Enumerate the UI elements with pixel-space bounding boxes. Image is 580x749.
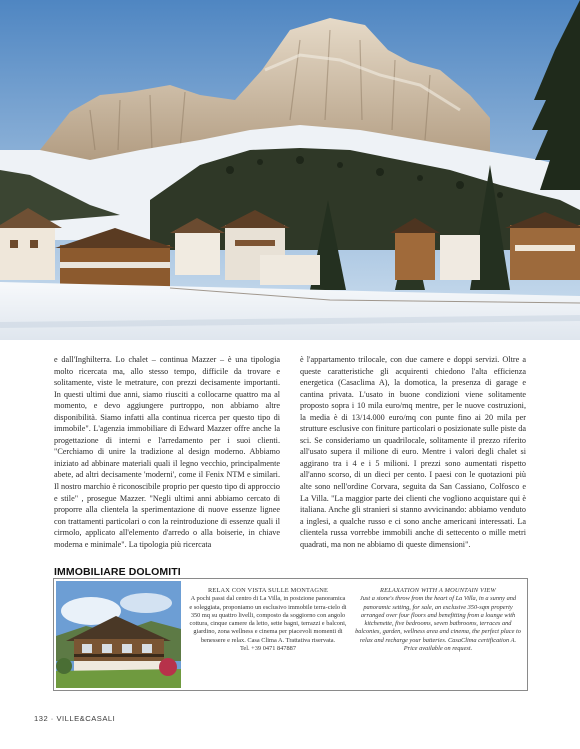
listing-english [354, 587, 522, 653]
listing-italian-heading: RELAX CON VISTA SULLE MONTAGNE [207, 587, 329, 594]
listing-english-heading: RELAXATION WITH A MOUNTAIN VIEW [380, 587, 496, 594]
page-footer [34, 714, 115, 723]
article-body [54, 354, 526, 550]
article-column-right: è l'appartamento trilocale, con due camere e doppi servizi. Oltre a queste caratteristiche gli acquirenti chiedono l'alta efficienza energetica (Casaclima A), la domotica, la presenza di garage e cantina privata. L'usato in buone condizioni viene solitamente proposto sopra i 10 mila euro/mq mentre, per le nuove costruzioni, la media è di 13/14.000 euro/mq con punte fino ai 20 mila per strutture esclusive con finiture particolari o posizionate sulle piste da sci. Se consideriamo un quadrilocale, solitamente il prezzo riferito all'usato supera il milione di euro. Mentre i valori degli chalet si aggirano tra i 4 e i 5 milioni. I prezzi sono aumentati rispetto all'anno scorso, di un dieci per cento. I paesi con le quotazioni più alte sono nell'ordine Corvara, seguita da San Cassiano, Colfosco e La Villa. "La maggior parte dei clienti che vogliono acquistare qui è italiana. Anche gli stranieri si stanno avvicinando: abbiamo venduto a inglesi, a qualche russo e ci sono anche americani interessati. La clientela russa vorrebbe immobili anche di settecento o mille metri quadrati, ma non ne abbiamo di queste dimensioni". [300, 355, 526, 549]
property-photo [56, 581, 181, 688]
listing-phone: Tel. +39 0471 847887 [240, 644, 296, 652]
dolomites-village-illustration [0, 0, 580, 340]
magazine-name: VILLE&CASALI [56, 714, 116, 723]
listing-italian-body: A pochi passi dal centro di La Villa, in posizione panoramica e soleggiata, proponiamo un esclusivo immobile terra-cielo di 350 mq su quattro livelli, composto da soggiorno con angolo cottura, cinque camere da letto, sette bagni, terrazzi e balconi, giardino, zona wellness e cinema per piacevoli momenti di benessere e relax. Casa Clima A. Trattativa riservata. [189, 595, 347, 644]
page-number: 132 [34, 714, 49, 723]
footer-separator: · [50, 714, 54, 723]
agency-title: IMMOBILIARE DOLOMITI [54, 566, 181, 578]
agency-listing-box [53, 578, 528, 691]
article-column-left: e dall'Inghilterra. Lo chalet – continua Mazzer – è una tipologia molto ricercata ma, allo stesso tempo, difficile da trovare e solitamente, viste le metrature, con prezzi decisamente importanti. In questi ultimi due anni, siamo riusciti a collocarne quattro ma al momento, e devo aggiungere purtroppo, non abbiamo altre disponibilità. Siamo infatti alla continua ricerca per questo tipo di immobile". L'agenzia immobiliare di Edward Mazzer offre anche la progettazione di interni e l'arredamento per i suoi clienti. "Cerchiamo di unire la tradizione al design moderno. Abbiamo iniziato ad abbinare materiali quali il legno vecchio, principalmente abete, ad altri decisamente 'moderni', come il Fenix NTM e similari. Il nostro marchio è riconoscibile proprio per questo tipo di approccio e stile" , prosegue Mazzer. "Negli ultimi anni abbiamo cercato di proporre alla clientela la sperimentazione di nuove essenze lignee con trattamenti particolari o con la reintroduzione di essenze quali il cirmolo, applicato all'elemento d'arredo o alla boiserie, in chiave moderna e minimale". La tipologia più ricercata [54, 355, 281, 549]
chalet-illustration [56, 581, 181, 688]
listing-italian [189, 587, 347, 653]
hero-photo [0, 0, 580, 340]
listing-english-body: Just a stone's throw from the heart of La Villa, in a sunny and panoramic setting, for sale, an exclusive 350-sqm property arranged over four floors and benefitting from a lounge with kitchenette, five bedrooms, seven bathrooms, terraces and balconies, garden, wellness area and cinema, the perfect place to relax and recharge your batteries. CasaClima certification A. Price available on request. [355, 595, 521, 652]
